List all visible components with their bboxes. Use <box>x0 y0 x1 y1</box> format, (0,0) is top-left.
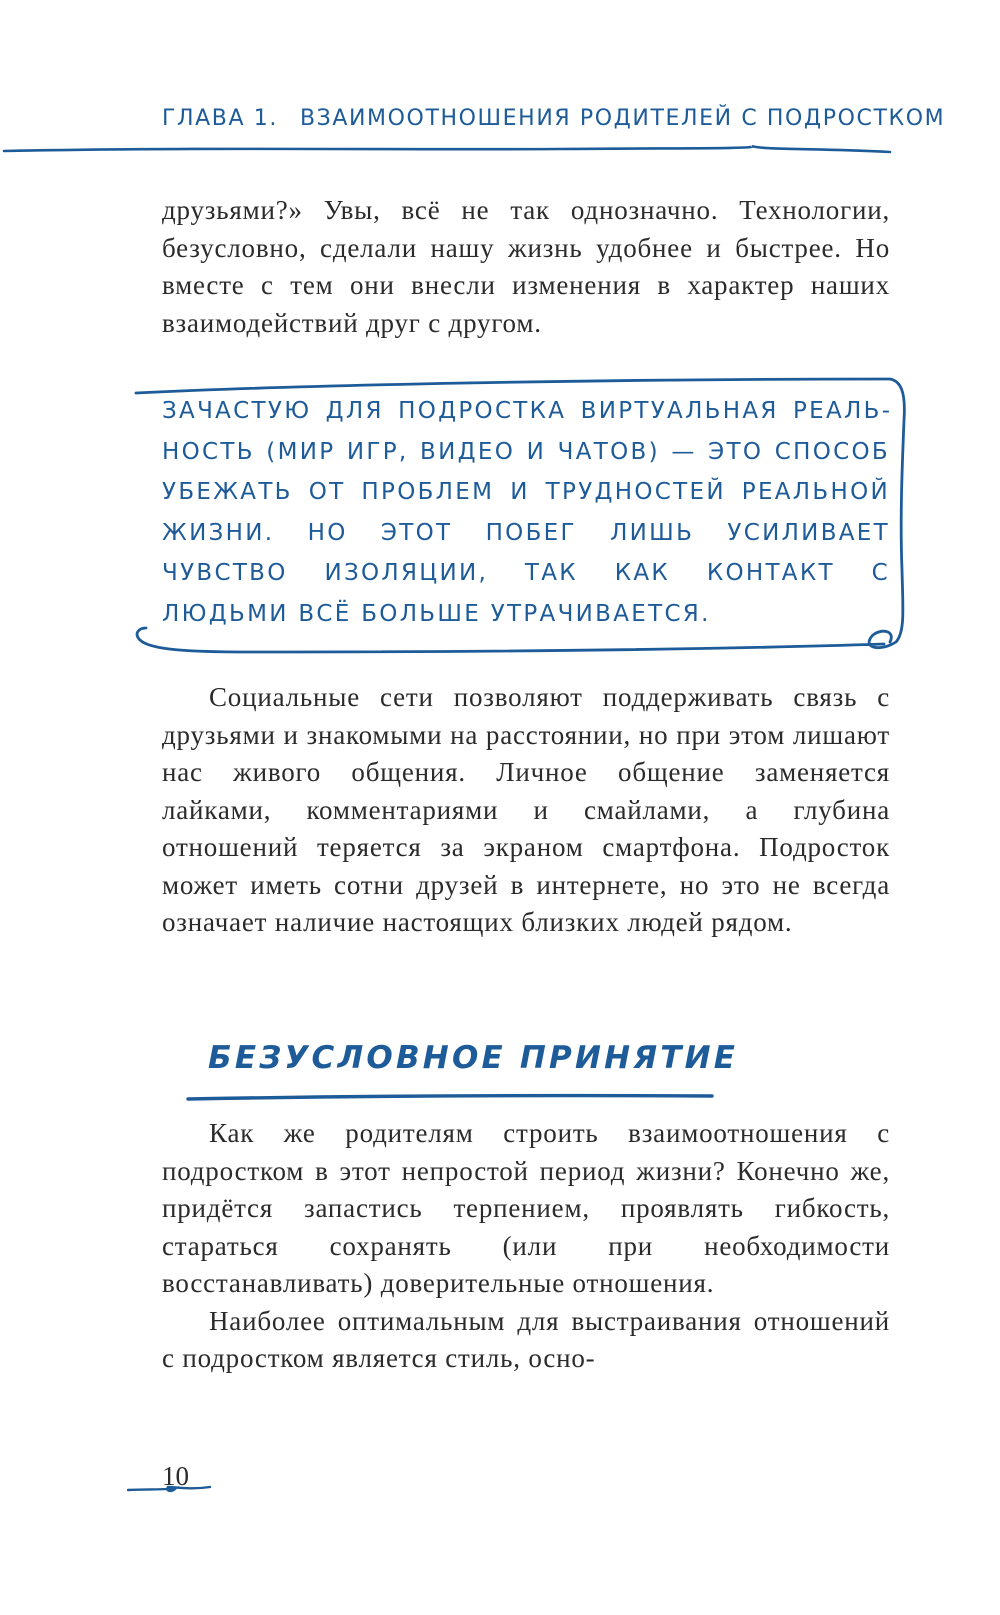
social-text: Социальные сети позволяют поддерживать связь с друзьями и знакомыми на расстоянии, но при этом лишают нас живого общения. Личное общение заменяется лайками, комментариями и смайлами, а глубина отношений теряется за экраном смартфона. Подросток может иметь сотни друзей в интернете, но это не всегда означает наличие настоящих близких людей рядом. <box>162 682 890 937</box>
header-underline <box>4 146 890 152</box>
callout-box <box>162 391 890 634</box>
section-heading: БЕЗУСЛОВНОЕ ПРИНЯТИЕ <box>208 1040 739 1076</box>
social-paragraph <box>162 679 890 942</box>
section-paragraph: Наиболее оптимальным для выстраивания отношений с подростком является стиль, осно- <box>162 1305 890 1373</box>
section-paragraph: Как же родителям строить взаимоотношения с подростком в этот непростой период жизни? Конечно же, придётся запастись терпением, проявлять гибкость, стараться сохранять (или при необходимости восстанавливать) доверительные отношения. <box>162 1118 890 1298</box>
section-body <box>162 1115 890 1378</box>
intro-text: друзьями?» Увы, всё не так однозначно. Технологии, безусловно, сделали нашу жизнь удобнее и быстрее. Но вместе с тем они внесли изменения в характер наших взаимодействий друг с другом. <box>162 195 890 338</box>
running-header <box>162 106 946 131</box>
chapter-title: ВЗАИМООТНОШЕНИЯ РОДИТЕЛЕЙ С ПОДРОСТКОМ <box>299 106 946 131</box>
page-number: 10 <box>162 1461 189 1491</box>
heading-underline <box>188 1096 712 1099</box>
chapter-label: ГЛАВА 1. <box>162 106 278 131</box>
callout-text: ЗАЧАСТУЮ ДЛЯ ПОДРОСТКА ВИРТУАЛЬНАЯ РЕАЛЬНОСТЬ (МИР ИГР, ВИДЕО И ЧАТОВ) — ЭТО СПОСОБ УБЕЖАТЬ ОТ ПРОБЛЕМ И ТРУДНОСТЕЙ РЕАЛЬНОЙ ЖИЗНИ. НО ЭТОТ ПОБЕГ ЛИШЬ УСИЛИВАЕТ ЧУВСТВО ИЗОЛЯЦИИ, ТАК КАК КОНТАКТ С ЛЮДЬМИ ВСЁ БОЛЬШЕ УТРАЧИВАЕТСЯ. <box>162 398 890 627</box>
intro-paragraph <box>162 192 890 342</box>
